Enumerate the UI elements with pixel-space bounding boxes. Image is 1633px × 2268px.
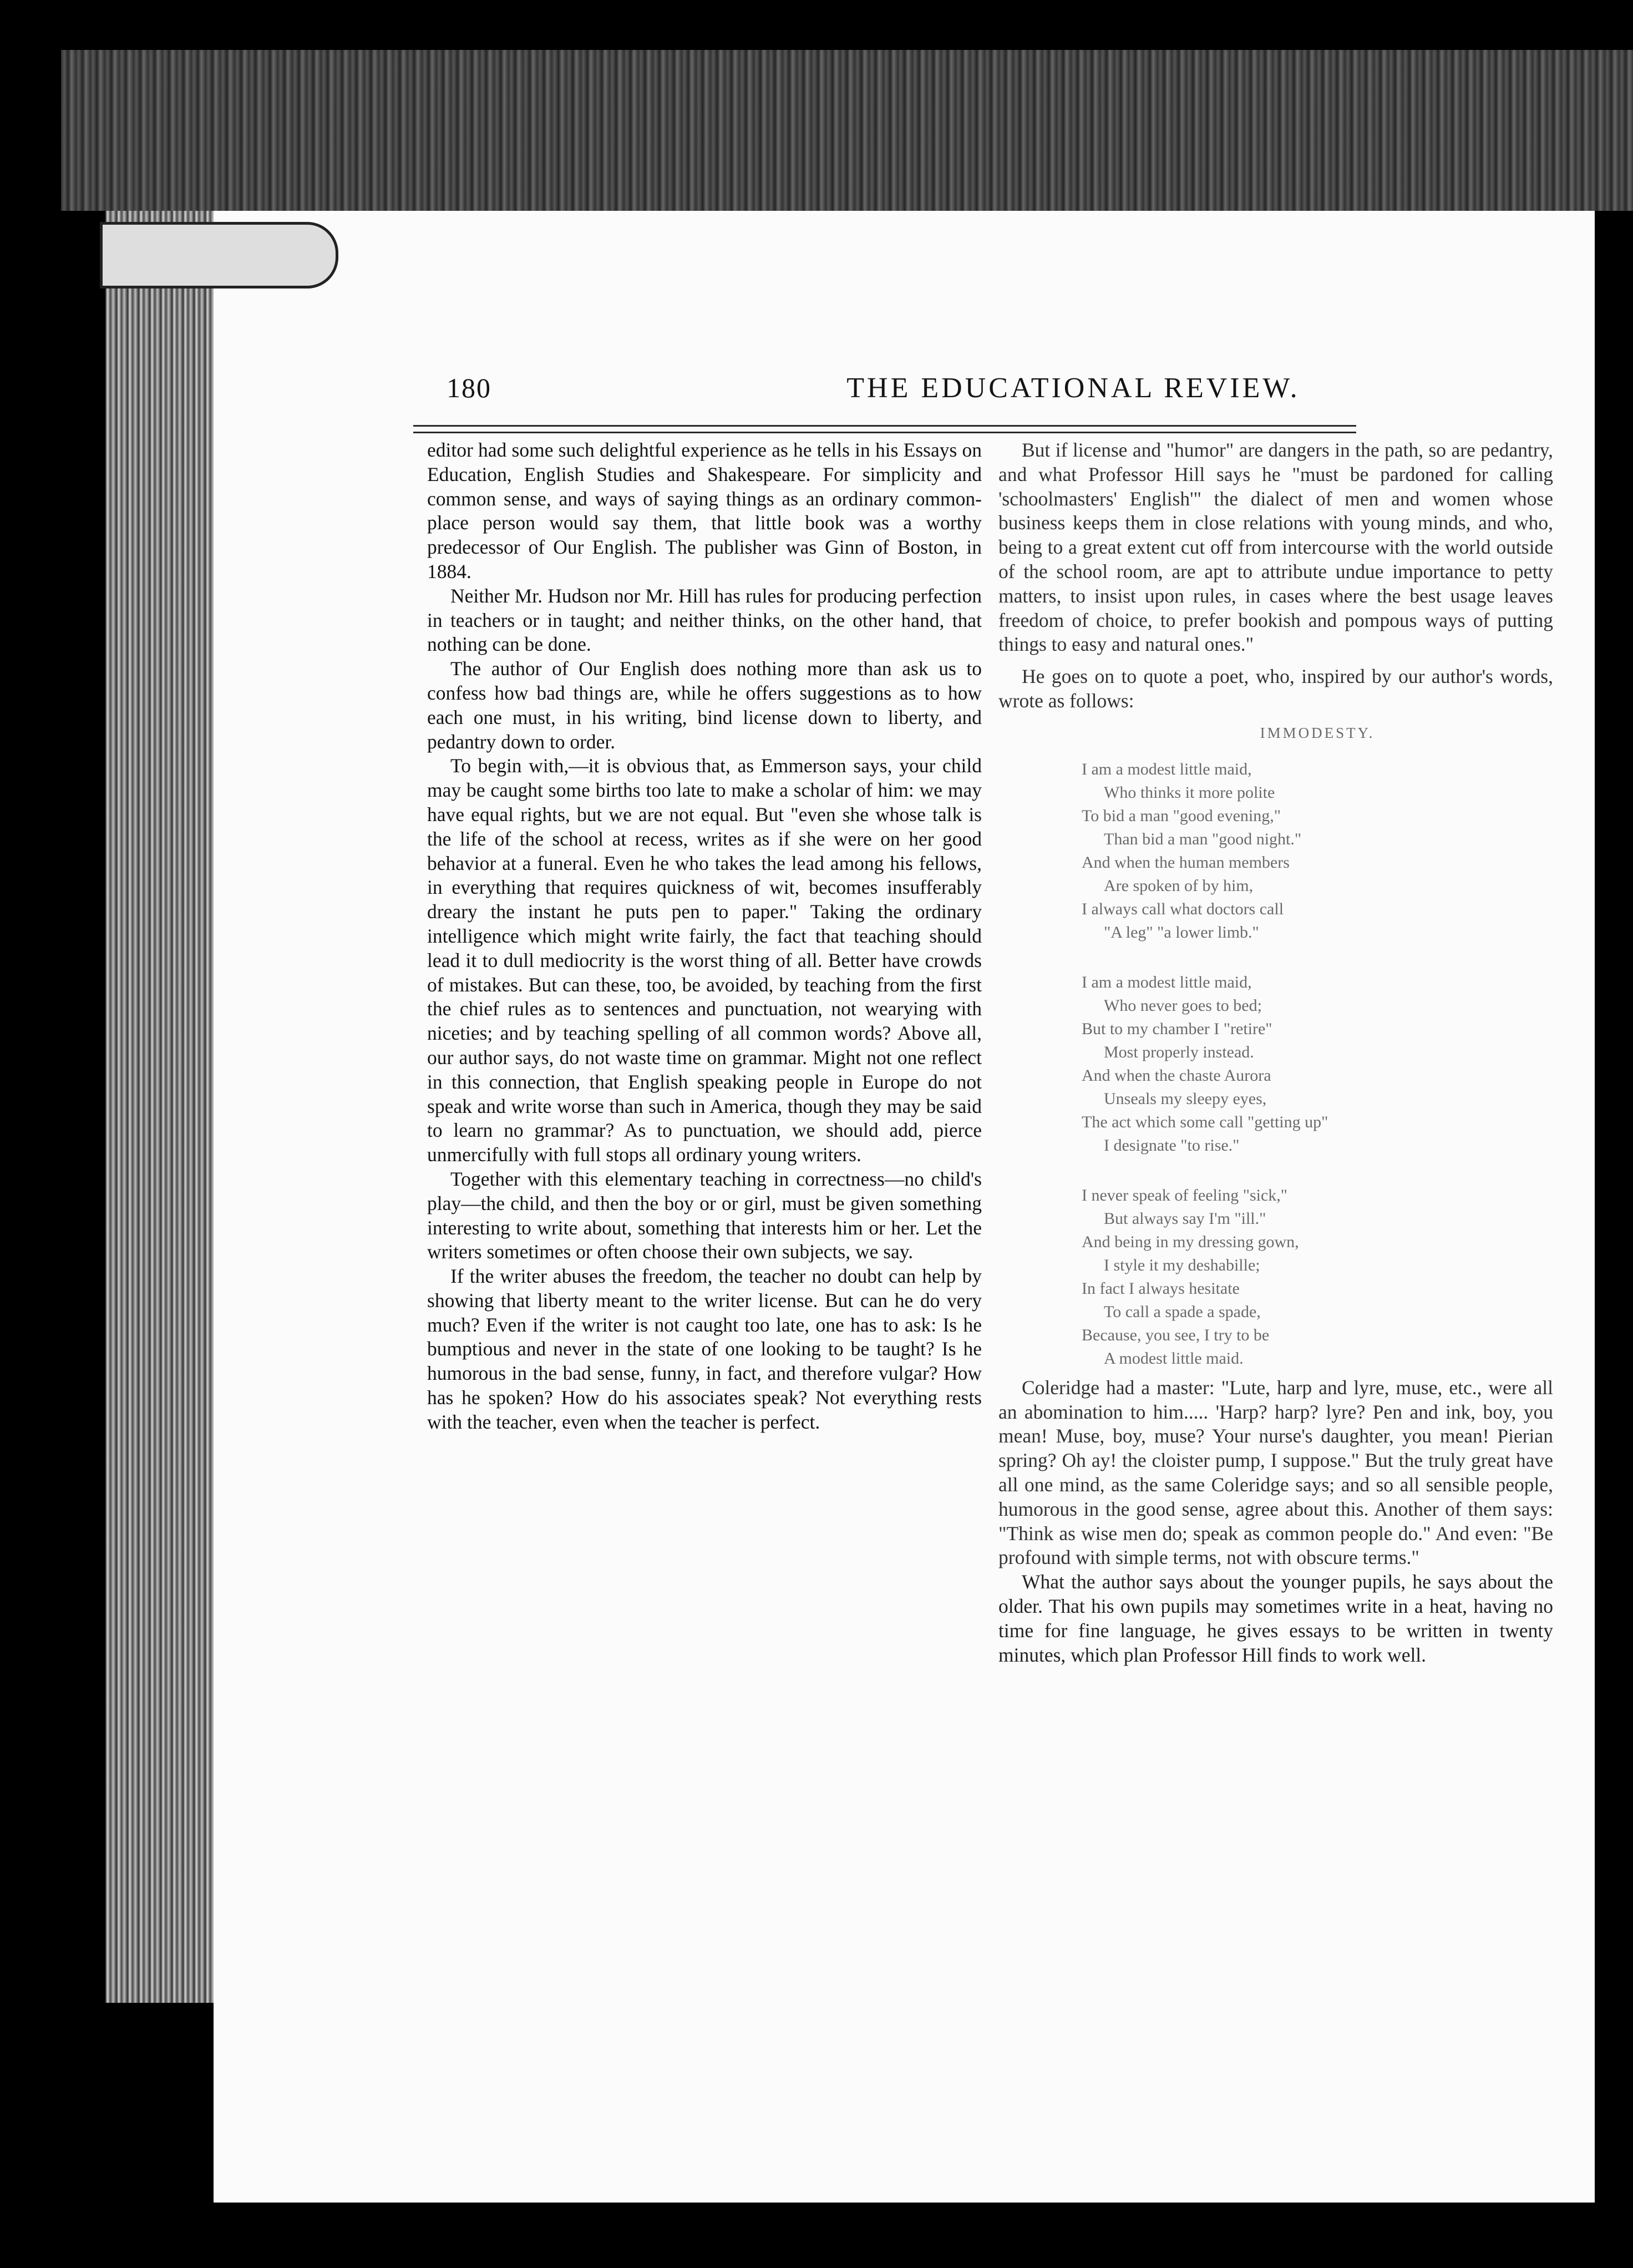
book-page-edges — [105, 211, 216, 2003]
poem-stanza — [1082, 1184, 1553, 1370]
poem-line: But to my chamber I "retire" — [1082, 1019, 1272, 1038]
left-column — [427, 438, 982, 1435]
paragraph: He goes on to quote a poet, who, inspired by our author's words, wrote as follows: — [998, 665, 1553, 712]
poem-line: To bid a man "good evening," — [1082, 806, 1281, 825]
poem-line: And when the human members — [1082, 853, 1290, 872]
paragraph: What the author says about the younger pupils, he says about the older. That his own pupils may sometimes write in a heat, having no time for fine language, he gives essays to be written in twenty minutes, which plan Professor Hill finds to work well. — [998, 1571, 1553, 1666]
poem-line: Who never goes to bed; — [1104, 996, 1262, 1015]
poem-line: And being in my dressing gown, — [1082, 1232, 1299, 1251]
poem-line: I am a modest little maid, — [1082, 760, 1252, 778]
paragraph: editor had some such delightful experience as he tells in his Essays on Education, English Studies and Shakespeare. For simplicity and common sense, and ways of saying things as an ordinary common-place person would say them, that little book was a worthy predecessor of Our English. The publisher was Ginn of Boston, in 1884. — [427, 439, 982, 583]
paragraph: Together with this elementary teaching in correctness—no child's play—the child, and then the boy or or girl, must be given something interesting to write about, something that interests him or her. Let the writers sometimes or often choose their own subjects, we say. — [427, 1167, 982, 1263]
poem-line: Unseals my sleepy eyes, — [1104, 1089, 1267, 1108]
paragraph: Coleridge had a master: "Lute, harp and lyre, muse, etc., were all an abomination to him..... 'Harp? harp? lyre? Pen and ink, boy, you mean! Muse, boy, muse? Your nurse's daughter, you mean! Pierian spring? Oh ay! the cloister pump, I suppose." But the truly great have all one mind, as the same Coleridge says; and so all sensible people, humorous in the good sense, agree about this. Another of them says: "Think as wise men do; speak as common people do." And even: "Be profound with simple terms, not with obscure terms." — [998, 1376, 1553, 1569]
poem-line: I am a modest little maid, — [1082, 973, 1252, 991]
poem-line: And when the chaste Aurora — [1082, 1066, 1271, 1085]
poem-line: I always call what doctors call — [1082, 899, 1284, 918]
poem-line: To call a spade a spade, — [1104, 1302, 1261, 1321]
poem-line: Who thinks it more polite — [1104, 783, 1275, 802]
poem-line: "A leg" "a lower limb." — [1104, 923, 1259, 941]
poem-line: But always say I'm "ill." — [1104, 1209, 1266, 1228]
poem-line: The act which some call "getting up" — [1082, 1112, 1328, 1131]
poem-stanza — [1082, 758, 1553, 944]
poem — [998, 721, 1553, 1370]
running-header — [214, 372, 1595, 416]
poem-title: IMMODESTY. — [1260, 724, 1375, 741]
poem-line: Because, you see, I try to be — [1082, 1325, 1270, 1344]
paragraph: Neither Mr. Hudson nor Mr. Hill has rules for producing perfection in teachers or in taught; and neither thinks, on the other hand, that nothing can be done. — [427, 584, 982, 656]
paragraph: But if license and "humor" are dangers in the path, so are pedantry, and what Professor Hill says he "must be pardoned for calling 'schoolmasters' English'" the dialect of men and women whose business keeps them in close relations with young minds, and who, being to a great extent cut off from intercourse with the world outside of the school room, are apt to attribute undue importance to petty matters, to insist upon rules, in cases where the best usage leaves freedom of choice, to prefer bookish and pompous ways of putting things to easy and natural ones." — [998, 439, 1553, 656]
journal-title: THE EDUCATIONAL REVIEW. — [846, 372, 1300, 404]
scan-shadow-top — [61, 50, 1633, 211]
poem-stanza — [1082, 971, 1553, 1157]
paragraph: The author of Our English does nothing more than ask us to confess how bad things are, while he offers suggestions as to how each one must, in his writing, bind license down to liberty, and pedantry down to order. — [427, 657, 982, 753]
poem-line: I designate "to rise." — [1104, 1136, 1240, 1155]
document-page — [214, 211, 1595, 2203]
binder-clip — [100, 222, 338, 288]
poem-line: Most properly instead. — [1104, 1042, 1254, 1061]
poem-line: I never speak of feeling "sick," — [1082, 1186, 1288, 1204]
poem-line: Than bid a man "good night." — [1104, 829, 1302, 848]
paragraph: If the writer abuses the freedom, the teacher no doubt can help by showing that liberty meant to the writer license. But can he do very much? Even if the writer is not caught too late, one has to ask: Is he bumptious and never in the state of one looking to be taught? Is he humorous in the bad sense, funny, in fact, and therefore vulgar? How has he spoken? How do his associates speak? Not everything rests with the teacher, even when the teacher is perfect. — [427, 1265, 982, 1433]
poem-line: A modest little maid. — [1104, 1349, 1244, 1368]
page-number: 180 — [447, 372, 491, 403]
right-column — [998, 438, 1553, 1667]
header-rule-bottom — [413, 432, 1356, 433]
header-rule-top — [413, 425, 1356, 427]
poem-line: In fact I always hesitate — [1082, 1279, 1240, 1298]
paragraph: To begin with,—it is obvious that, as Emmerson says, your child may be caught some births too late to make a scholar of him: we may have equal rights, but we are not equal. But "even she whose talk is the life of the school at recess, writes as if she were on her good behavior at a funeral. Even he who takes the lead among his fellows, in everything that requires quickness of wit, becomes insufferably dreary the instant he puts pen to paper." Taking the ordinary intelligence which might write fairly, the fact that teaching should lead it to dull mediocrity is the worst thing of all. Better have crowds of mistakes. But can these, too, be avoided, by teaching from the first the chief rules as to sentences and punctuation, not wearying with niceties; and by teaching spelling of all common words? Above all, our author says, do not waste time on grammar. Might not one reflect in this connection, that English speaking people in Europe do not speak and write worse than such in America, though they may be said to learn no grammar? As to punctuation, we should add, pierce unmercifully with full stops all ordinary young writers. — [427, 755, 982, 1166]
poem-line: I style it my deshabille; — [1104, 1256, 1260, 1274]
poem-line: Are spoken of by him, — [1104, 876, 1254, 895]
